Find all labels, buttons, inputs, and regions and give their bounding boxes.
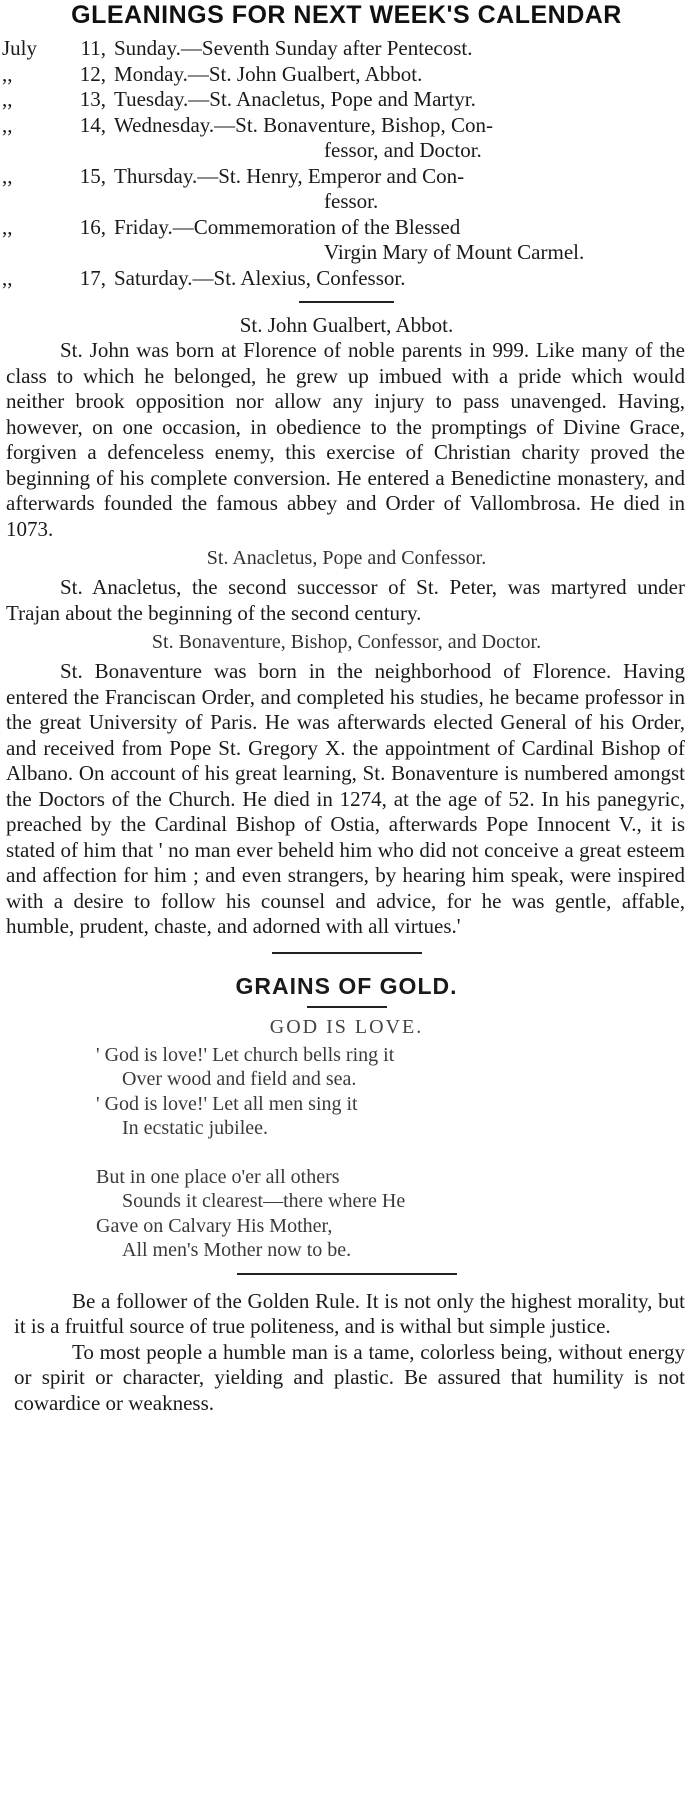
saint-title: St. John Gualbert, Abbot. xyxy=(239,313,454,337)
calendar-text xyxy=(114,36,693,62)
saint-title: St. Bonaventure, Bishop, Confessor, and Doctor. xyxy=(151,631,542,653)
calendar-text-line: Sunday.—Seventh Sunday after Pentecost. xyxy=(114,36,473,60)
poem-line: But in one place o'er all others xyxy=(96,1165,340,1188)
calendar-entry xyxy=(0,36,693,62)
calendar-day: 13, xyxy=(79,87,106,111)
poem-line: In ecstatic jubilee. xyxy=(122,1117,269,1139)
saint-paragraph: St. Bonaventure was born in the neighborhood of Florence. Having entered the Franciscan Order, and completed his studies, he became professor in the great University of Paris. He was afterwards elected General of his Order, and received from Pope St. Gregory X. the appointment of Cardinal Bishop of Albano. On account of his great learning, St. Bonaventure is numbered amongst the Doctors of the Church. He died in 1274, at the age of 52. In his panegyric, preached by the Cardinal Bishop of Ostia, afterwards Pope Innocent V., it is stated of him that ' no man ever beheld him who did not conceive a great esteem and affection for him ; and even strangers, by hearing him speak, were inspired with a desire to follow his counsel and advice, for he was gentle, affable, humble, prudent, chaste, and adorned with all virtues.' xyxy=(6,659,685,938)
calendar-month: ,, xyxy=(2,163,13,188)
grains-paragraph: To most people a humble man is a tame, colorless being, without energy or spirit or character, yielding and plastic. Be assured that humility is not cowardice or weakness. xyxy=(14,1339,685,1415)
saint-paragraph: St. Anacletus, the second successor of St. Peter, was martyred under Trajan about the beginning of the second century. xyxy=(6,575,685,625)
poem xyxy=(0,1043,693,1263)
calendar-day: 17, xyxy=(79,265,106,290)
calendar-month: ,, xyxy=(2,112,13,137)
poem-line: Sounds it clearest—there where He xyxy=(122,1190,406,1212)
calendar-day: 14, xyxy=(79,112,106,137)
poem-line: All men's Mother now to be. xyxy=(122,1239,352,1261)
calendar-text xyxy=(114,266,693,292)
calendar-month: July xyxy=(2,36,38,60)
grains-paragraph: Be a follower of the Golden Rule. It is not only the highest morality, but it is a fruitful source of true politeness, and is withal but simple justice. xyxy=(14,1288,685,1338)
calendar-text-continuation: fessor. xyxy=(324,189,379,213)
calendar-text xyxy=(114,113,693,164)
poem-title: GOD IS LOVE. xyxy=(269,1015,424,1038)
section-divider xyxy=(272,952,422,954)
calendar-text-continuation: fessor, and Doctor. xyxy=(324,138,482,162)
stanza-gap xyxy=(96,1141,693,1165)
calendar-text-line: Monday.—St. John Gualbert, Abbot. xyxy=(114,61,423,86)
calendar-month: ,, xyxy=(2,61,13,86)
calendar-entry xyxy=(0,164,693,215)
calendar-month: ,, xyxy=(2,87,13,111)
poem-line: ' God is love!' Let church bells ring it xyxy=(96,1043,395,1066)
calendar-month: ,, xyxy=(2,214,13,239)
calendar-entry xyxy=(0,266,693,292)
calendar-text xyxy=(114,87,693,113)
poem-line: Over wood and field and sea. xyxy=(122,1068,357,1090)
calendar-text-line: Wednesday.—St. Bonaventure, Bishop, Con- xyxy=(114,112,493,137)
calendar-entry xyxy=(0,62,693,88)
calendar-text-line: Tuesday.—St. Anacletus, Pope and Martyr. xyxy=(114,87,476,111)
calendar-entry xyxy=(0,87,693,113)
poem-line: Gave on Calvary His Mother, xyxy=(96,1214,333,1237)
calendar-entry xyxy=(0,215,693,266)
calendar-text-continuation: Virgin Mary of Mount Carmel. xyxy=(324,240,585,264)
headline-underline xyxy=(307,1006,387,1008)
calendar-day: 12, xyxy=(79,61,106,86)
calendar-text xyxy=(114,215,693,266)
calendar-text xyxy=(114,164,693,215)
calendar-day: 16, xyxy=(79,214,106,239)
calendar-headline: GLEANINGS FOR NEXT WEEK'S CALENDAR xyxy=(71,1,622,29)
section-divider xyxy=(237,1273,457,1275)
grains-headline: GRAINS OF GOLD. xyxy=(235,972,458,999)
calendar-text-line: Saturday.—St. Alexius, Confessor. xyxy=(114,265,406,290)
calendar-day: 15, xyxy=(79,163,106,188)
section-divider xyxy=(299,301,394,303)
calendar-text-line: Thursday.—St. Henry, Emperor and Con- xyxy=(114,163,465,188)
calendar-month: ,, xyxy=(2,265,13,290)
poem-line: ' God is love!' Let all men sing it xyxy=(96,1092,358,1115)
calendar-day: 11, xyxy=(80,36,106,60)
calendar-entry xyxy=(0,113,693,164)
calendar-text-line: Friday.—Commemoration of the Blessed xyxy=(114,214,461,239)
saint-title: St. Anacletus, Pope and Confessor. xyxy=(206,547,487,569)
calendar-list xyxy=(0,36,693,291)
calendar-text xyxy=(114,62,693,88)
saint-paragraph: St. John was born at Florence of noble parents in 999. Like many of the class to which he belonged, he grew up imbued with a pride which would neither brook opposition nor allow any injury to pass unavenged. Having, however, on one occasion, in obedience to the promptings of Divine Grace, forgiven a defenceless enemy, this exercise of Christian charity proved the beginning of his complete conversion. He entered a Benedictine monastery, and afterwards founded the famous abbey and Order of Vallombrosa. He died in 1073. xyxy=(6,338,685,541)
